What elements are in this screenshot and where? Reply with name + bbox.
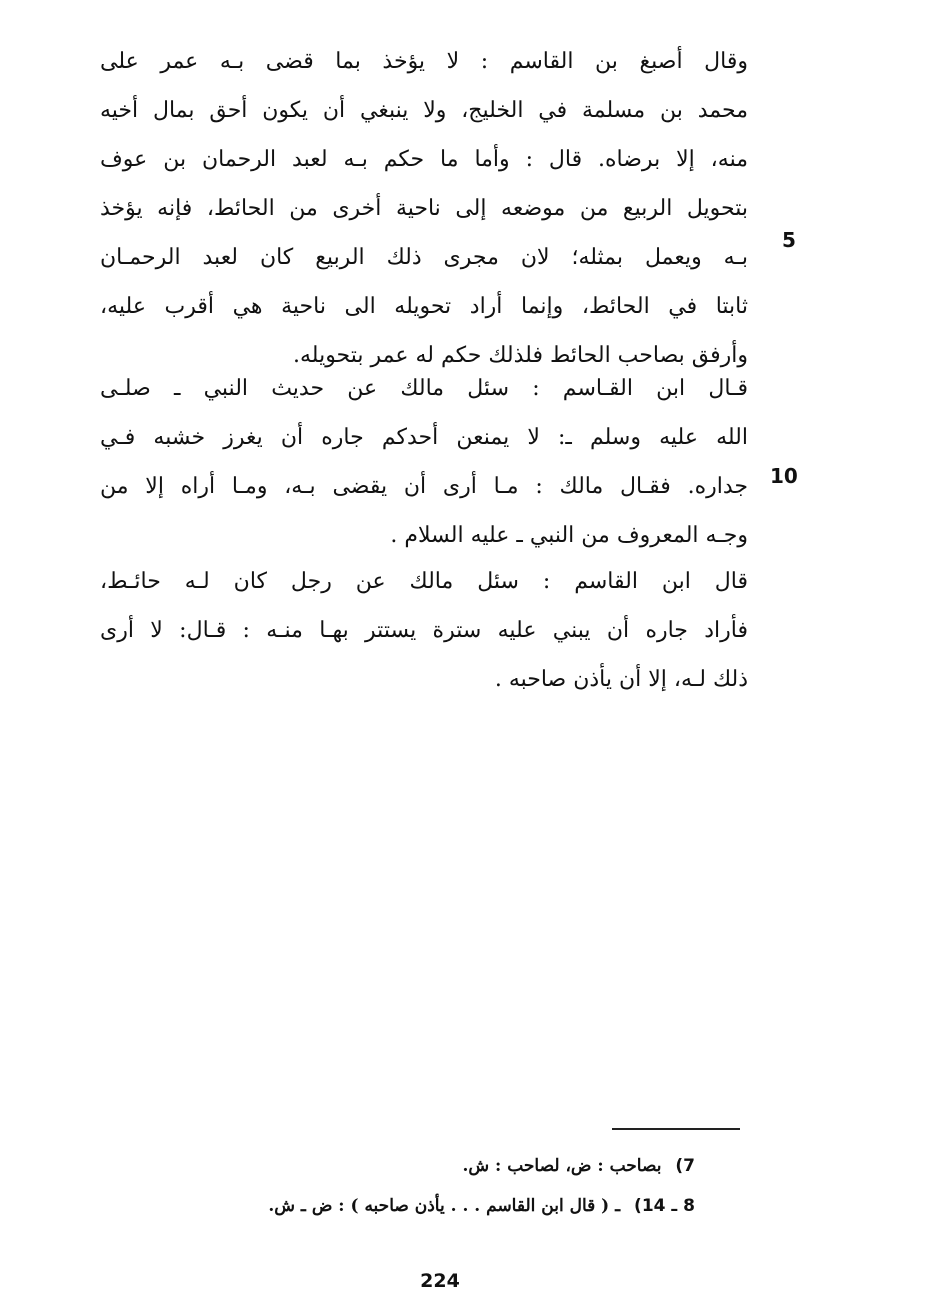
footnotes <box>135 1146 695 1226</box>
paragraph-1 <box>100 37 748 380</box>
text-line: وجـه المعروف من النبي ـ عليه السلام . <box>390 523 748 548</box>
text-line: ثابتا في الحائط، وإنما أراد تحويله الى ناحية هي أقرب عليه، <box>100 294 748 319</box>
line-number-10: 10 <box>770 464 798 488</box>
footnote-number: 7) <box>675 1156 695 1176</box>
footnote-text: بصاحب : ض، لصاحب : ش. <box>462 1156 662 1176</box>
footnote-divider <box>612 1128 740 1130</box>
text-line: بتحويل الربيع من موضعه إلى ناحية أخرى من الحائط، فإنه يؤخذ <box>100 196 748 221</box>
text-line: جداره. فقـال مالك : مـا أرى أن يقضى بـه، ومـا أراه إلا من <box>100 474 748 499</box>
text-line: ذلك لـه، إلا أن يأذن صاحبه . <box>494 667 748 692</box>
text-line: منه، إلا برضاه. قال : وأما ما حكم بـه لعبد الرحمان بن عوف <box>100 147 748 172</box>
paragraph-3 <box>100 557 748 704</box>
footnote-number: 8 ـ 14) <box>634 1196 695 1216</box>
text-line: وقال أصبغ بن القاسم : لا يؤخذ بما قضى بـه عمر على <box>100 49 748 74</box>
line-number-5: 5 <box>782 228 796 252</box>
text-line: وأرفق بصاحب الحائط فلذلك حكم له عمر بتحويله. <box>293 343 748 368</box>
text-line: قـال ابن القـاسم : سئل مالك عن حديث النبي ـ صلـى <box>100 376 748 401</box>
page-number: 224 <box>420 1270 460 1292</box>
text-line: بـه ويعمل بمثله؛ لان مجرى ذلك الربيع كان لعبد الرحمـان <box>100 245 748 270</box>
text-line: محمد بن مسلمة في الخليج، ولا ينبغي أن يكون أحق بمال أخيه <box>100 98 748 123</box>
text-line: الله عليه وسلم ـ: لا يمنعن أحدكم جاره أن يغرز خشبه فـي <box>100 425 748 450</box>
footnote <box>135 1186 695 1226</box>
text-line: فأراد جاره أن يبني عليه سترة يستتر بهـا منـه : قـال: لا أرى <box>100 618 748 643</box>
footnote <box>135 1146 695 1186</box>
paragraph-2 <box>100 364 748 560</box>
text-line: قال ابن القاسم : سئل مالك عن رجل كان لـه حائـط، <box>100 569 748 594</box>
footnote-text: ـ ( قال ابن القاسم . . . يأذن صاحبه ) : ض ـ ش. <box>268 1196 621 1216</box>
